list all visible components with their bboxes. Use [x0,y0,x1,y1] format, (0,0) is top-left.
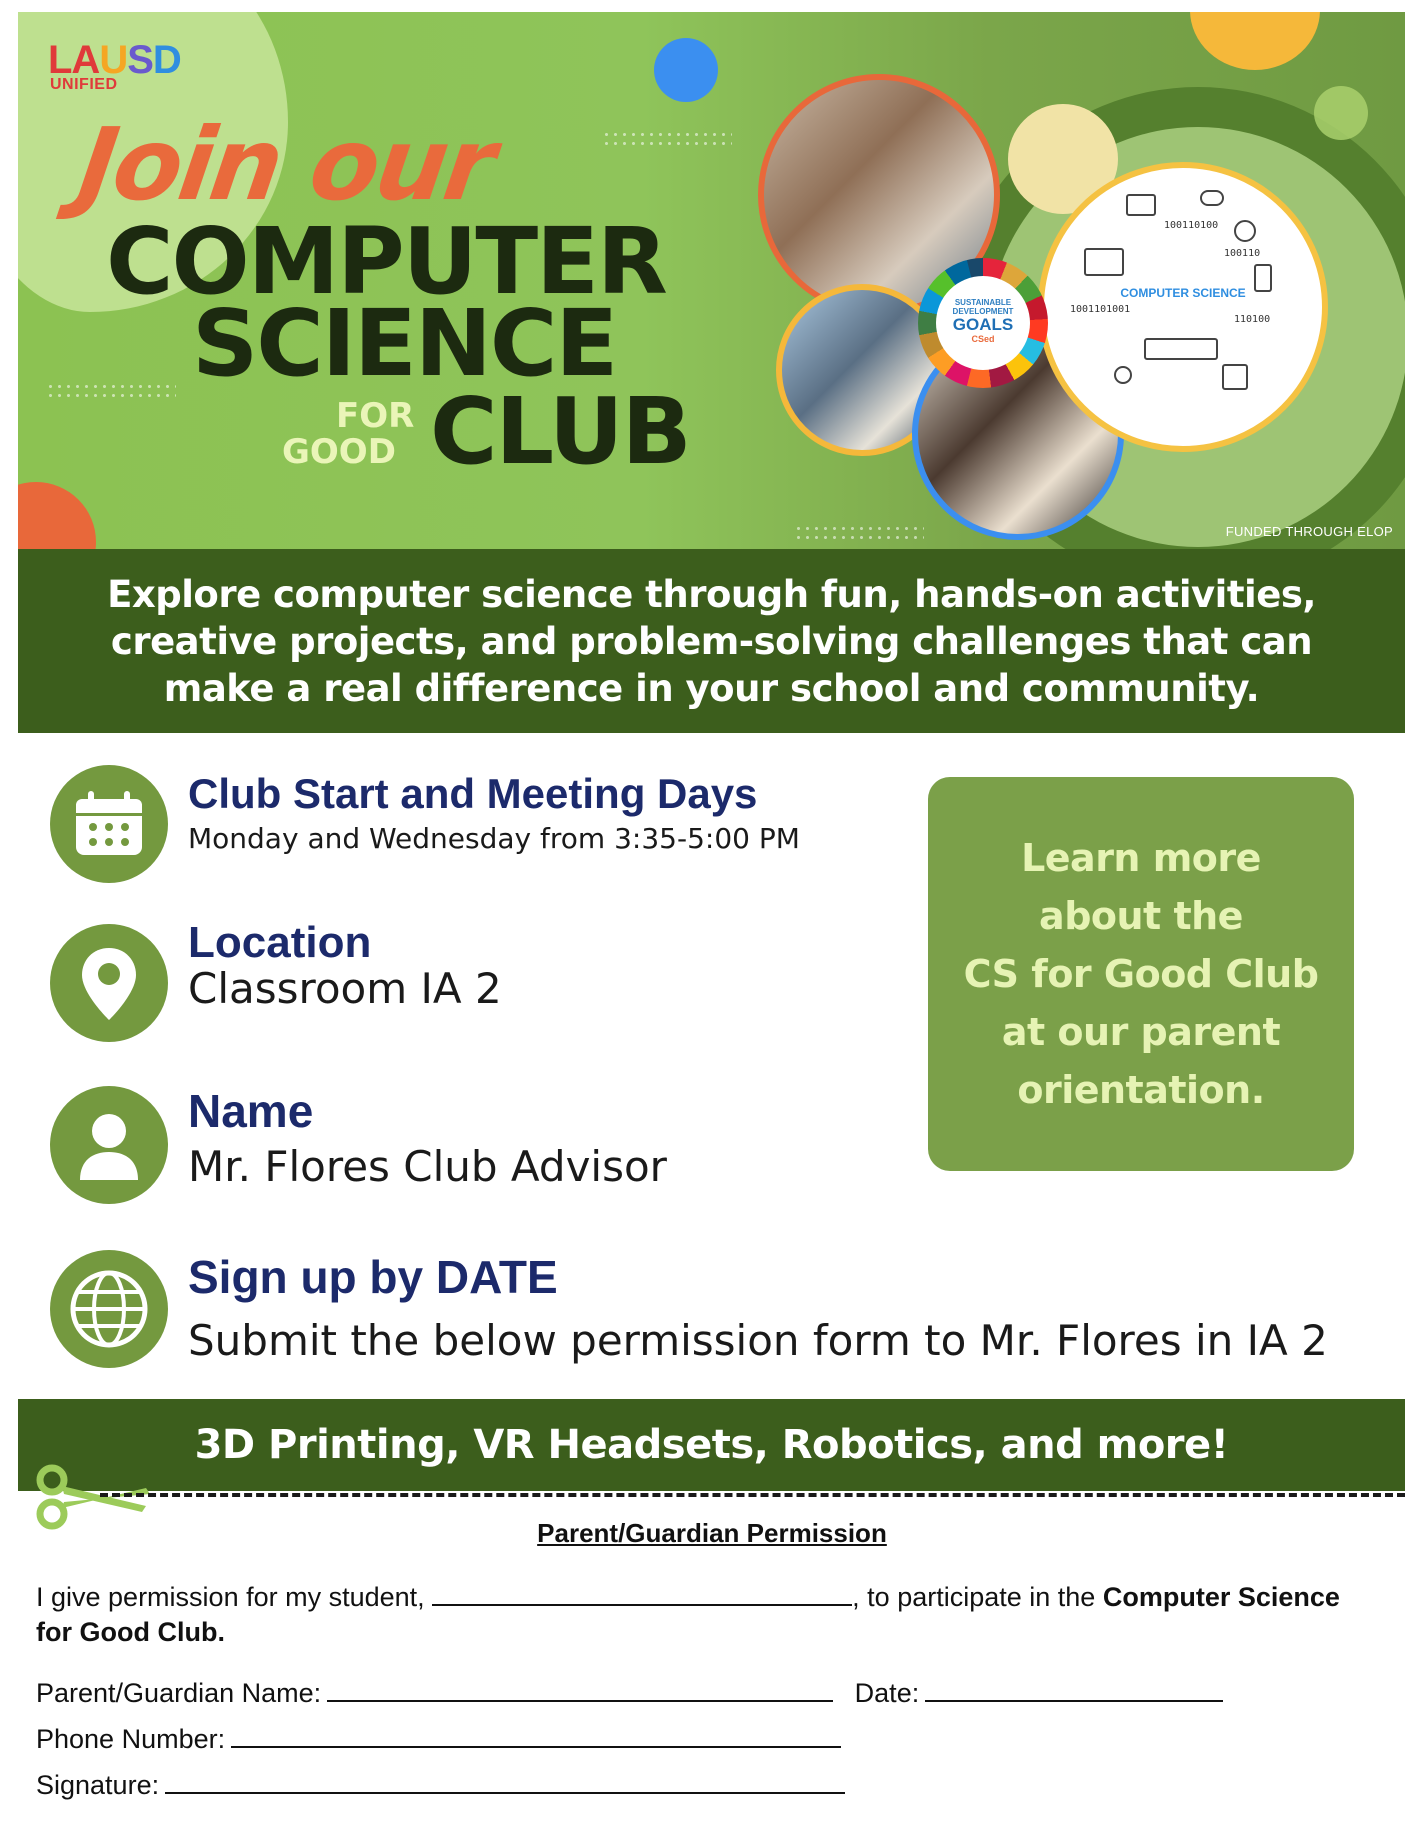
binary-text: 110100 [1234,314,1271,325]
binary-text: 1001101001 [1070,304,1131,315]
hero-banner [18,12,1405,549]
title-club: CLUB [430,378,690,485]
intro-text: Explore computer science through fun, hands-on activities, creative projects, and problem-solving challenges that can make a real difference in your school and community. [107,573,1316,710]
lausd-logo-sub: UNIFIED [50,76,118,93]
meeting-days-title: Club Start and Meeting Days [188,770,758,817]
calendar-icon [50,765,168,883]
signature-blank[interactable] [165,1766,845,1794]
activities-text: 3D Printing, VR Headsets, Robotics, and more! [194,1422,1229,1468]
gear-icon [1234,220,1256,242]
cloud-icon [1200,190,1224,206]
title-computer: COMPUTER [106,208,666,315]
signup-value: Submit the below permission form to Mr. Flores in IA 2 [188,1316,1328,1365]
permission-statement: I give permission for my student, , to participate in the Computer Science for Good Club. [36,1578,1376,1650]
binary-text: 100110100 [1164,220,1219,231]
lausd-logo: LAUSD [48,38,181,82]
decorative-circle-blue [654,38,718,102]
title-science: SCIENCE [192,290,617,397]
advisor-title: Name [188,1085,314,1137]
sdg-goals-badge [918,258,1048,388]
title-for: FOR [336,396,415,436]
activities-band [18,1399,1405,1491]
intro-band [18,549,1405,733]
orientation-callout [928,777,1354,1171]
advisor-value: Mr. Flores Club Advisor [188,1142,667,1191]
map-pin-icon [50,924,168,1042]
sdg-goals-label: GOALS [952,315,1014,334]
student-name-blank[interactable] [432,1578,852,1606]
guardian-name-row: Parent/Guardian Name: Date: [36,1674,1223,1709]
qr-code-icon [1222,364,1248,390]
computer-science-illustration [1038,162,1328,452]
signature-row: Signature: [36,1766,845,1801]
decorative-circle-yellow [1190,12,1320,70]
cut-line [100,1493,1405,1497]
laptop-icon [1084,248,1124,276]
decorative-circle-orange [18,482,96,549]
globe-icon [50,1250,168,1368]
date-blank[interactable] [925,1674,1223,1702]
join-heading: Join our [71,106,500,223]
person-icon [50,1086,168,1204]
guardian-name-blank[interactable] [327,1674,833,1702]
decorative-dots [602,130,732,148]
title-good: GOOD [282,432,396,472]
location-title: Location [188,918,372,967]
meeting-days-value: Monday and Wednesday from 3:35-5:00 PM [188,822,800,855]
phone-row: Phone Number: [36,1720,841,1755]
permission-heading: Parent/Guardian Permission [537,1518,887,1548]
monitor-icon [1126,194,1156,216]
orientation-callout-text: Learn more about the CS for Good Club at our parent orientation. [963,836,1319,1112]
cs-circle-label: COMPUTER SCIENCE [1120,286,1246,300]
sdg-label: SUSTAINABLE DEVELOPMENT [952,298,1014,316]
funded-through-label: FUNDED THROUGH ELOP [1225,524,1393,539]
csed-label: CSed [971,334,995,344]
lightbulb-icon [1114,366,1132,384]
phone-blank[interactable] [231,1720,841,1748]
location-value: Classroom IA 2 [188,964,502,1013]
decorative-dots [794,524,924,542]
signup-title: Sign up by DATE [188,1251,558,1303]
keyboard-icon [1144,338,1218,360]
binary-text: 100110 [1224,248,1261,259]
decorative-dots [46,382,176,400]
decorative-circle-lime [1314,86,1368,140]
